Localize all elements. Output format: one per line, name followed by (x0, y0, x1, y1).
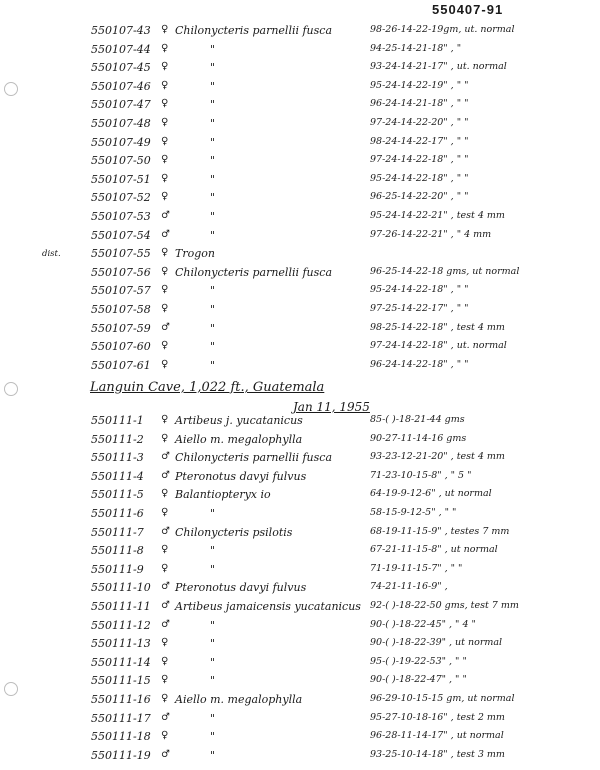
catalog-number: 550111-14 (91, 655, 151, 669)
sex-symbol: ♂ (161, 581, 170, 593)
catalog-number: 550107-45 (91, 61, 151, 75)
measurements: 68-19-11-15-9" , testes 7 mm (370, 525, 510, 537)
measurements: 95-24-14-22-18" , " " (370, 172, 469, 184)
catalog-number: 550111-5 (91, 488, 144, 502)
species-name: Chilonycteris parnellii fusca (175, 265, 333, 279)
catalog-number: 550111-15 (91, 674, 151, 688)
species-name: " (210, 117, 216, 130)
measurements: 97-26-14-22-21" , " 4 mm (370, 228, 492, 240)
sex-symbol: ♀ (161, 42, 169, 54)
specimen-row (0, 674, 600, 692)
sex-symbol: ♀ (161, 358, 169, 370)
measurements: 97-25-14-22-17" , " " (370, 303, 469, 314)
measurements: 74-21-11-16-9" , (370, 581, 448, 593)
measurements: 95-27-10-18-16" , test 2 mm (370, 711, 505, 723)
species-name: " (210, 711, 216, 725)
collection-date: Jan 11, 1955 (293, 400, 370, 414)
specimen-row (0, 43, 600, 61)
sex-symbol: ♂ (161, 525, 170, 537)
species-name: Artibeus j. yucatanicus (175, 414, 303, 427)
sex-symbol: ♂ (161, 228, 170, 240)
measurements: 98-25-14-22-18" , test 4 mm (370, 321, 505, 333)
measurements: 96-25-14-22-18 gms, ut normal (370, 265, 520, 277)
specimen-row (0, 117, 600, 135)
specimen-row (0, 637, 600, 655)
sex-symbol: ♀ (161, 154, 169, 166)
specimen-row (0, 98, 600, 116)
measurements: 96-24-14-22-18" , " " (370, 358, 469, 370)
catalog-number: 550111-10 (91, 581, 151, 595)
sex-symbol: ♂ (161, 321, 170, 333)
species-name: " (210, 674, 216, 688)
species-name: " (210, 507, 216, 520)
catalog-number: 550107-55 (91, 247, 151, 261)
sex-symbol: ♀ (161, 730, 169, 742)
sex-symbol: ♀ (161, 303, 169, 314)
specimen-row (0, 340, 600, 358)
specimen-row (0, 414, 600, 432)
species-name: " (210, 321, 216, 335)
species-name: " (210, 228, 216, 242)
species-name: " (210, 340, 216, 354)
measurements: 97-24-14-22-20" , " " (370, 117, 469, 128)
punch-hole (4, 382, 18, 396)
sex-symbol: ♀ (161, 24, 169, 35)
species-name: " (210, 358, 216, 372)
species-name: Trogon (175, 247, 215, 261)
specimen-row (0, 526, 600, 544)
species-name: " (210, 655, 216, 669)
sex-symbol: ♀ (161, 117, 169, 128)
sex-symbol: ♂ (161, 210, 170, 221)
catalog-number: 550111-11 (91, 600, 151, 613)
sex-symbol: ♂ (161, 748, 170, 760)
sex-symbol: ♀ (161, 507, 169, 518)
measurements: 95-( )-19-22-53" , " " (370, 655, 467, 667)
specimen-row (0, 656, 600, 674)
species-name: Chilonycteris psilotis (175, 525, 293, 539)
measurements: 97-24-14-22-18" , ut. normal (370, 340, 507, 352)
measurements: 90-( )-18-22-45" , " 4 " (370, 618, 476, 630)
species-name: Balantiopteryx io (175, 488, 271, 502)
catalog-number: 550107-52 (91, 191, 151, 205)
catalog-number: 550107-43 (91, 24, 151, 37)
measurements: 94-25-14-21-18" , " (370, 42, 462, 54)
sex-symbol: ♀ (161, 414, 169, 425)
catalog-number: 550107-61 (91, 358, 151, 372)
species-name: Aiello m. megalophylla (175, 693, 303, 706)
catalog-number: 550111-7 (91, 525, 144, 539)
catalog-number: 550107-56 (91, 265, 151, 279)
specimen-row (0, 210, 600, 228)
catalog-number: 550107-51 (91, 172, 151, 186)
specimen-row (0, 581, 600, 599)
sex-symbol: ♂ (161, 711, 170, 723)
specimen-row (0, 284, 600, 302)
species-name: " (210, 135, 216, 149)
specimen-row (0, 507, 600, 525)
specimen-row (0, 229, 600, 247)
sex-symbol: ♀ (161, 61, 169, 73)
sex-symbol: ♀ (161, 693, 169, 704)
species-name: " (210, 98, 216, 112)
catalog-number: 550111-4 (91, 469, 144, 483)
catalog-number: 550107-49 (91, 135, 151, 149)
specimen-row (0, 24, 600, 42)
sex-symbol: ♀ (161, 655, 169, 667)
measurements: 92-( )-18-22-50 gms, test 7 mm (370, 600, 519, 611)
sex-symbol: ♀ (161, 284, 169, 296)
prefix-note: dist. (42, 249, 61, 260)
specimen-row (0, 470, 600, 488)
specimen-row (0, 266, 600, 284)
catalog-number: 550111-3 (91, 451, 144, 465)
species-name: Chilonycteris parnellii fusca (175, 24, 333, 37)
catalog-number: 550111-6 (91, 507, 144, 520)
species-name: Chilonycteris parnellii fusca (175, 451, 333, 465)
sex-symbol: ♀ (161, 247, 169, 259)
catalog-number: 550111-18 (91, 730, 151, 744)
specimen-row (0, 173, 600, 191)
measurements: 58-15-9-12-5" , " " (370, 507, 457, 518)
catalog-number: 550107-59 (91, 321, 151, 335)
sex-symbol: ♀ (161, 432, 169, 444)
measurements: 93-23-12-21-20" , test 4 mm (370, 451, 505, 463)
sex-symbol: ♀ (161, 98, 169, 110)
catalog-number: 550111-8 (91, 544, 144, 558)
specimen-row (0, 303, 600, 321)
catalog-number: 550111-16 (91, 693, 151, 706)
species-name: " (210, 42, 216, 56)
catalog-number: 550111-12 (91, 618, 151, 632)
sex-symbol: ♀ (161, 562, 169, 574)
species-name: " (210, 562, 216, 576)
measurements: 93-24-14-21-17" , ut. normal (370, 61, 507, 73)
measurements: 96-29-10-15-15 gm, ut normal (370, 693, 515, 704)
specimen-row (0, 544, 600, 562)
catalog-number: 550107-58 (91, 303, 151, 316)
species-name: " (210, 61, 216, 75)
measurements: 71-23-10-15-8" , " 5 " (370, 469, 472, 481)
measurements: 95-24-14-22-21" , test 4 mm (370, 210, 505, 221)
sex-symbol: ♂ (161, 469, 170, 481)
species-name: " (210, 191, 216, 205)
specimen-row (0, 712, 600, 730)
species-name: " (210, 284, 216, 298)
measurements: 90-( )-18-22-39" , ut normal (370, 637, 503, 649)
sex-symbol: ♂ (161, 618, 170, 630)
species-name: Pteronotus davyi fulvus (175, 581, 307, 595)
species-name: " (210, 730, 216, 744)
species-name: " (210, 618, 216, 632)
measurements: 85-( )-18-21-44 gms (370, 414, 465, 425)
sex-symbol: ♀ (161, 488, 169, 500)
specimen-row (0, 322, 600, 340)
measurements: 95-24-14-22-18" , " " (370, 284, 469, 296)
species-name: Aiello m. megalophylla (175, 432, 303, 446)
sex-symbol: ♀ (161, 135, 169, 147)
species-name: Pteronotus davyi fulvus (175, 469, 307, 483)
measurements: 71-19-11-15-7" , " " (370, 562, 463, 574)
specimen-row (0, 359, 600, 377)
specimen-row (0, 749, 600, 767)
species-name: " (210, 637, 216, 651)
sex-symbol: ♀ (161, 637, 169, 649)
catalog-number: 550107-54 (91, 228, 151, 242)
measurements: 90-27-11-14-16 gms (370, 432, 467, 444)
specimen-row (0, 61, 600, 79)
specimen-row (0, 136, 600, 154)
specimen-row (0, 563, 600, 581)
catalog-number: 550107-44 (91, 42, 151, 56)
specimen-row (0, 730, 600, 748)
catalog-number: 550107-53 (91, 210, 151, 223)
measurements: 96-25-14-22-20" , " " (370, 191, 469, 203)
specimen-row (0, 693, 600, 711)
measurements: 97-24-14-22-18" , " " (370, 154, 469, 166)
measurements: 96-28-11-14-17" , ut normal (370, 730, 504, 742)
catalog-number: 550107-48 (91, 117, 151, 130)
catalog-number: 550107-60 (91, 340, 151, 354)
specimen-row (0, 451, 600, 469)
specimen-row (0, 80, 600, 98)
sex-symbol: ♀ (161, 544, 169, 556)
species-name: " (210, 154, 216, 168)
measurements: 96-24-14-21-18" , " " (370, 98, 469, 110)
sex-symbol: ♀ (161, 172, 169, 184)
specimen-row (0, 488, 600, 506)
catalog-number: 550107-50 (91, 154, 151, 168)
catalog-number: 550111-13 (91, 637, 151, 651)
catalog-number: 550107-47 (91, 98, 151, 112)
catalog-number: 550107-46 (91, 79, 151, 93)
catalog-number: 550111-17 (91, 711, 151, 725)
specimen-row (0, 247, 600, 265)
specimen-row (0, 433, 600, 451)
measurements: 93-25-10-14-18" , test 3 mm (370, 748, 505, 760)
species-name: " (210, 748, 216, 762)
specimen-row (0, 600, 600, 618)
measurements: 67-21-11-15-8" , ut normal (370, 544, 498, 556)
measurements: 98-26-14-22-19gm, ut. normal (370, 24, 515, 35)
species-name: " (210, 79, 216, 93)
locality-heading: Languin Cave, 1,022 ft., Guatemala (90, 380, 325, 395)
species-name: " (210, 303, 216, 316)
measurements: 98-24-14-22-17" , " " (370, 135, 469, 147)
measurements: 95-24-14-22-19" , " " (370, 79, 469, 91)
catalog-number: 550111-9 (91, 562, 144, 576)
catalog-number: 550111-1 (91, 414, 144, 427)
species-name: Artibeus jamaicensis yucatanicus (175, 600, 361, 613)
sex-symbol: ♂ (161, 451, 170, 463)
sex-symbol: ♀ (161, 674, 169, 686)
catalog-number: 550107-57 (91, 284, 151, 298)
measurements: 64-19-9-12-6" , ut normal (370, 488, 492, 500)
sex-symbol: ♀ (161, 79, 169, 91)
sex-symbol: ♀ (161, 191, 169, 203)
species-name: " (210, 544, 216, 558)
measurements: 90-( )-18-22-47" , " " (370, 674, 467, 686)
specimen-row (0, 619, 600, 637)
sex-symbol: ♀ (161, 340, 169, 352)
catalog-number: 550111-19 (91, 748, 151, 762)
sex-symbol: ♂ (161, 600, 170, 611)
specimen-row (0, 154, 600, 172)
species-name: " (210, 172, 216, 186)
specimen-row (0, 191, 600, 209)
page-id: 550407-91 (432, 2, 504, 17)
sex-symbol: ♀ (161, 265, 169, 277)
catalog-number: 550111-2 (91, 432, 144, 446)
species-name: " (210, 210, 216, 223)
